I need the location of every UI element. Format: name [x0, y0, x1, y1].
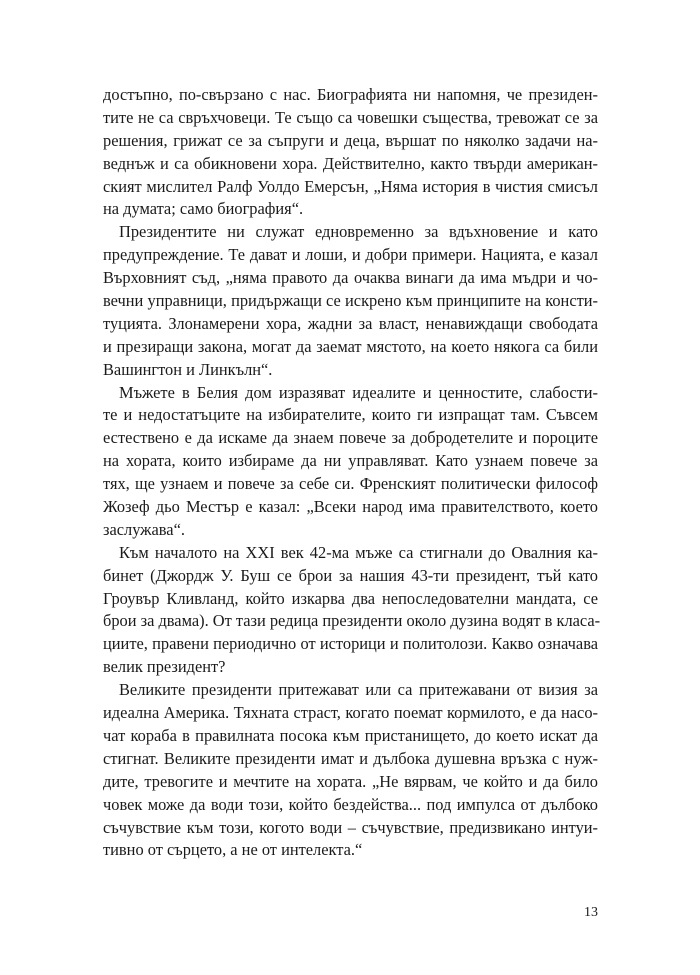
paragraph: [103, 84, 598, 221]
text-line: на хората, които избираме да ни управляват. Като узнаем повече за: [103, 451, 598, 471]
text-line: циите, правени периодично от историци и политолози. Какво означава: [103, 634, 598, 654]
text-line: стигнат. Великите президенти имат и дълбока душевна връзка с нуж-: [103, 748, 598, 768]
text-line: на думата; само биография“.: [103, 199, 304, 219]
text-line: съчувствие към този, когото води – съчувствие, предизвикано интуи-: [103, 817, 598, 837]
text-line: ският мислител Ралф Уолдо Емерсън, „Няма история в чистия смисъл: [103, 176, 598, 196]
text-line: решения, грижат се за съпруги и деца, вършат по няколко задачи на-: [103, 130, 598, 150]
text-line: брои за двама). От тази редица президенти около дузина водят в класа-: [103, 611, 601, 631]
text-line: веднъж и са обикновени хора. Действително, както твърди американ-: [103, 153, 598, 173]
text-line: чат кораба в правилната посока към пристанището, до което искат да: [103, 725, 598, 745]
text-line: естествено е да искаме да знаем повече за добродетелите и пороците: [103, 428, 598, 448]
text-line: и презиращи закона, могат да заемат мястото, на което някога са били: [103, 336, 598, 356]
text-line: идеална Америка. Тяхната страст, когато поемат кормилото, е да насо-: [103, 703, 598, 723]
text-line: туцията. Злонамерени хора, жадни за власт, ненавиждащи свободата: [103, 313, 598, 333]
text-line: бинет (Джордж У. Буш се брои за нашия 43-ти президент, тъй като: [103, 565, 598, 585]
text-line: Великите президенти притежават или са притежавани от визия за: [119, 680, 598, 700]
text-line: Вашингтон и Линкълн“.: [103, 359, 273, 379]
text-line: тите не са свръхчовеци. Те също са човешки същества, тревожат се за: [103, 107, 598, 127]
text-line: Жозеф дьо Местър е казал: „Всеки народ има правителството, което: [103, 497, 598, 517]
paragraph: [103, 382, 598, 542]
body-text: [103, 84, 601, 862]
paragraph: [103, 542, 601, 679]
text-line: заслужава“.: [103, 519, 185, 539]
text-line: дите, тревогите и мечтите на хората. „Не вярвам, че който и да било: [103, 771, 598, 791]
text-line: предупреждение. Те дават и лоши, и добри примери. Нацията, е казал: [103, 245, 598, 265]
text-line: велик президент?: [103, 657, 226, 677]
paragraph: [103, 679, 598, 862]
text-line: Върховният съд, „няма правото да очаква винаги да има мъдри и чо-: [103, 268, 598, 288]
text-line: Гроувър Кливланд, който изкарва два непоследователни мандата, се: [103, 588, 598, 608]
text-line: Мъжете в Белия дом изразяват идеалите и ценностите, слабости-: [119, 382, 598, 402]
text-line: достъпно, по-свързано с нас. Биографията ни напомня, че президен-: [103, 85, 598, 104]
page-number: 13: [584, 905, 598, 920]
text-line: Към началото на XXI век 42-ма мъже са стигнали до Овалния ка-: [119, 542, 598, 562]
text-line: тях, ще узнаем и повече за себе си. Френският политически философ: [103, 474, 598, 494]
text-line: те и недостатъците на избирателите, които ги изпращат там. Съвсем: [103, 405, 598, 425]
text-line: вечни управници, придържащи се искрено към принципите на консти-: [103, 291, 598, 311]
text-line: тивно от сърцето, а не от интелекта.“: [103, 840, 363, 860]
text-line: човек може да води този, който бездейства... под импулса от дълбоко: [103, 794, 598, 814]
paragraph: [103, 221, 598, 381]
text-line: Президентите ни служат едновременно за вдъхновение и като: [119, 222, 598, 242]
